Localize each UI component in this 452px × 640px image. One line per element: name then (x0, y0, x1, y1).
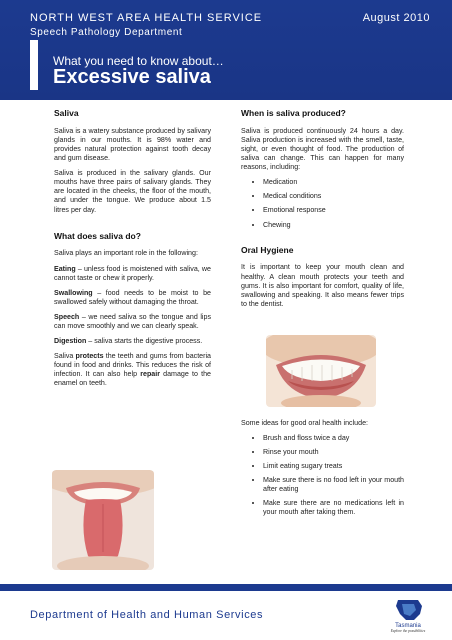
heading-when-produced: When is saliva produced? (241, 108, 346, 118)
document-title: Excessive saliva (53, 66, 211, 88)
paragraph-speech: Speech – we need saliva so the tongue and lips can move smoothly and we can clearly speak. (54, 312, 211, 330)
paragraph-ideas-intro: Some ideas for good oral health include: (241, 418, 368, 427)
tasmania-map-icon (388, 598, 428, 634)
left-column (54, 108, 211, 394)
tasmania-logo (388, 598, 428, 634)
right-column (241, 108, 404, 522)
term-repair: repair (140, 370, 160, 379)
paragraph-saliva-definition: Saliva is a watery substance produced by salivary glands in our mouths. It is 98% water and provides natural protection against tooth decay and gum disease. (54, 126, 211, 163)
tongue-photo (52, 470, 154, 570)
heading-saliva: Saliva (54, 108, 79, 118)
term-swallowing: Swallowing (54, 288, 93, 297)
ideas-list (241, 434, 404, 518)
paragraph-protects: Saliva protects the teeth and gums from bacteria found in food and drinks. This reduces the risk of infection. It can also help repair damage to the enamel on teeth. (54, 352, 211, 388)
smiling-mouth-photo (266, 335, 376, 407)
term-digestion: Digestion (54, 337, 87, 345)
publication-date: August 2010 (362, 12, 430, 24)
list-item: • Make sure there is no food left in your mouth after eating (263, 476, 404, 494)
heading-oral-hygiene: Oral Hygiene (241, 244, 294, 255)
footer-department: Department of Health and Human Services (30, 609, 264, 621)
reasons-list (241, 178, 404, 229)
title-accent-bar (30, 40, 38, 90)
list-item: • Chewing (263, 221, 404, 230)
paragraph-oral-hygiene: It is important to keep your mouth clean and healthy. A clean mouth protects your teeth and gums. It is also important for comfort, quality of life, swallowing and speaking. It also means fewer trips to the dentist. (241, 263, 404, 308)
paragraph-eating: Eating – unless food is moistened with saliva, we cannot taste or chew it properly. (54, 264, 211, 282)
department-name: Speech Pathology Department (30, 27, 183, 38)
organization-name: NORTH WEST AREA HEALTH SERVICE (30, 12, 263, 24)
paragraph-salivary-glands: Saliva is produced in the salivary glands. Our mouths have three pairs of salivary glands. They are located in the cheeks, the floor of the mouth, and under the tongue. We produce about 1.5 litres per day. (54, 169, 211, 214)
svg-text:Explore the possibilities: Explore the possibilities (390, 629, 426, 633)
paragraph-production: Saliva is produced continuously 24 hours a day. Saliva production is increased with the smell, taste, sight, or even thought of food. The production of saliva can change. This can happen for many reasons, including: (241, 126, 404, 172)
list-item: • Medication (263, 178, 404, 187)
term-eating: Eating (54, 264, 76, 273)
document-subtitle: What you need to know about… (53, 54, 224, 68)
footer-bar (0, 584, 452, 591)
paragraph-digestion: Digestion – saliva starts the digestive process. (54, 337, 203, 345)
list-item: • Medical conditions (263, 192, 404, 201)
term-protects: protects (75, 352, 104, 361)
paragraph-role-intro: Saliva plays an important role in the following: (54, 249, 198, 258)
list-item: • Brush and floss twice a day (263, 434, 404, 443)
list-item: • Make sure there are no medications left in your mouth after taking them. (263, 499, 404, 517)
list-item: • Rinse your mouth (263, 448, 404, 457)
term-speech: Speech (54, 312, 80, 321)
list-item: • Emotional response (263, 206, 404, 215)
header-banner (0, 0, 452, 100)
svg-text:Tasmania: Tasmania (395, 623, 421, 629)
paragraph-swallowing: Swallowing – food needs to be moist to be swallowed safely without damaging the throat. (54, 288, 211, 306)
heading-what-saliva-does: What does saliva do? (54, 230, 141, 241)
list-item: • Limit eating sugary treats (263, 462, 404, 471)
